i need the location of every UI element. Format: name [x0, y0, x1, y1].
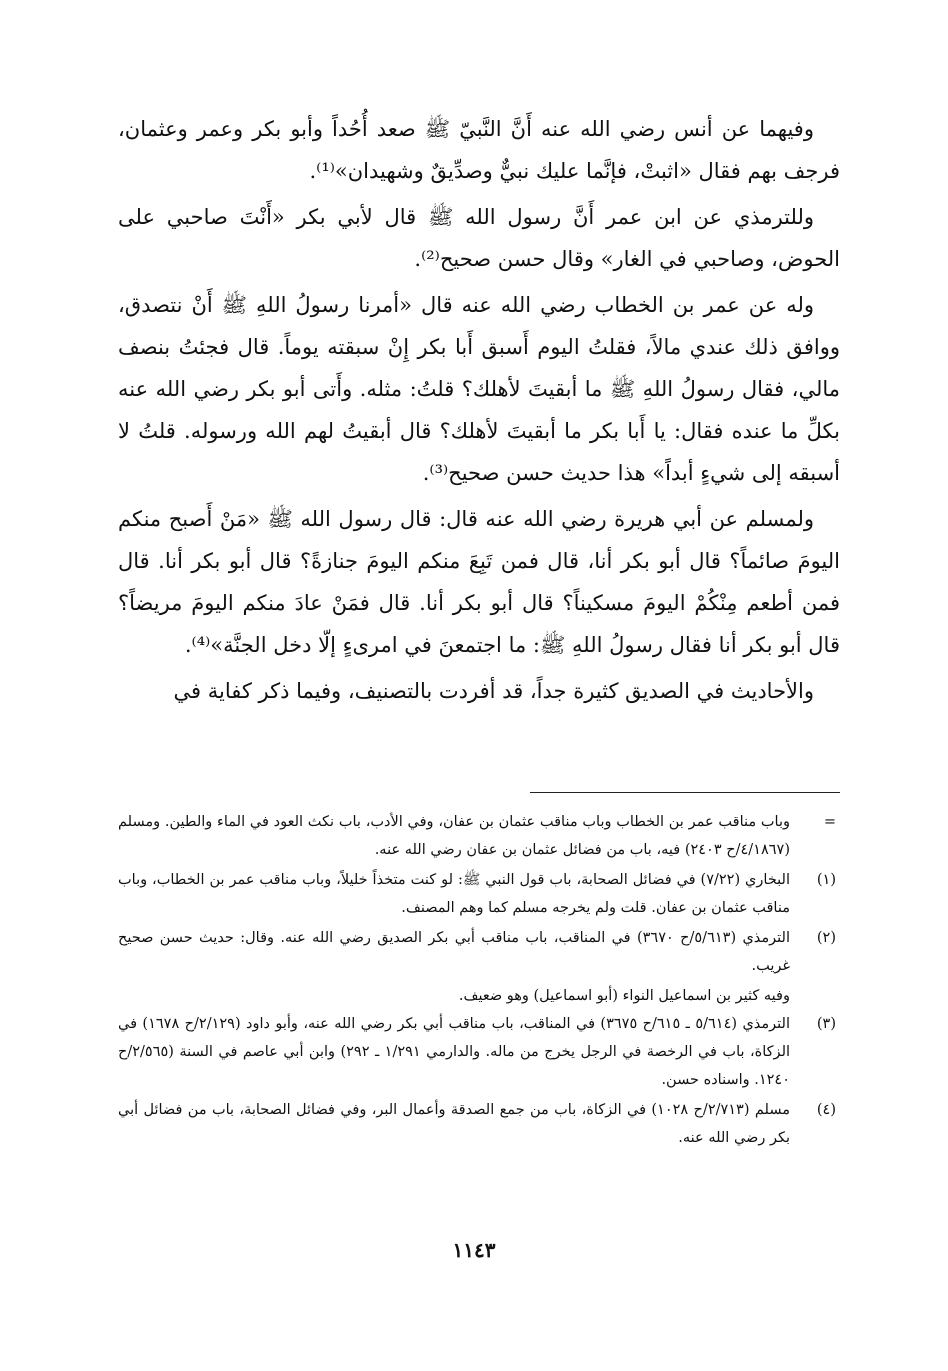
- footnote-1: [118, 866, 836, 922]
- footnote-separator: [530, 792, 840, 793]
- footnote-text: الترمذي (٥/٦١٣/ح ٣٦٧٠) في المناقب، باب مناقب أبي بكر الصديق رضي الله عنه. وقال: حديث حسن صحيح غريب.: [118, 930, 790, 974]
- main-text: [118, 108, 840, 716]
- page-number: ١١٤٣: [452, 1238, 496, 1262]
- footnote-2: [118, 924, 836, 980]
- paragraph-3: وله عن عمر بن الخطاب رضي الله عنه قال «أمرنا رسولُ اللهِ ﷺ أَنْ نتصدق، ووافق ذلك عندي مالاً، فقلتُ اليوم أَسبق أَبا بكر إِنْ سبقته يوماً. قال فجئتُ بنصف مالي، فقال رسولُ اللهِ ﷺ ما أبقيتَ لأهلك؟ قلتُ: مثله. وأَتى أبو بكر رضي الله عنه بكلِّ ما عنده فقال: يا أَبا بكر ما أبقيتَ لأهلك؟ قال أبقيتُ لهم الله ورسوله. قلتُ لا أسبقه إلى شيءٍ أبداً» هذا حديث حسن صحيح⁽³⁾.: [118, 293, 840, 485]
- footnote-number: (٢): [816, 930, 836, 946]
- footnotes: [118, 808, 836, 1154]
- footnote-number: (١): [816, 872, 836, 888]
- paragraph-4: ولمسلم عن أبي هريرة رضي الله عنه قال: قال رسول الله ﷺ «مَنْ أَصبح منكم اليومَ صائماً؟ قال أبو بكر أنا، قال فمن تَبِعَ منكم اليومَ جنازةً؟ قال أبو بكر أنا. قال فمن أطعم مِنْكُمْ اليومَ مسكيناً؟ قال أبو بكر أنا. قال فمَنْ عادَ منكم اليومَ مريضاً؟ قال أبو بكر أنا فقال رسولُ اللهِ ﷺ: ما اجتمعنَ في امرىءٍ إلّا دخل الجنَّة»⁽⁴⁾.: [118, 507, 840, 657]
- paragraph-5: والأحاديث في الصديق كثيرة جداً، قد أفردت بالتصنيف، وفيما ذكر كفاية في: [173, 679, 814, 703]
- footnote-2-note: وفيه كثير بن اسماعيل النواء (أبو اسماعيل) وهو ضعيف.: [458, 988, 790, 1004]
- footnote-text: الترمذي (٥/٦١٤ ـ ٦١٥/ح ٣٦٧٥) في المناقب، باب مناقب أبي بكر رضي الله عنه، وأبو داود (٢/١٢٩/ح ١٦٧٨) في الزكاة، باب في الرخصة في الرجل يخرج من ماله. والدارمي ١/٢٩١ ـ ٢٩٢) وابن أبي عاصم في السنة (٢/٥٦٥/ح ١٢٤٠. واسناده حسن.: [118, 1016, 791, 1088]
- footnote-text: وباب مناقب عمر بن الخطاب وباب مناقب عثمان بن عفان، وفي الأدب، باب نكث العود في الماء والطين. ومسلم (٤/١٨٦٧/ح ٢٤٠٣) فيه، باب من فضائل عثمان بن عفان رضي الله عنه.: [118, 814, 790, 858]
- footnote-3: [118, 1010, 836, 1094]
- footnote-4: [118, 1096, 836, 1152]
- footnote-number: (٤): [816, 1102, 836, 1118]
- footnote-text: مسلم (٢/٧١٣/ح ١٠٢٨) في الزكاة، باب من جمع الصدقة وأعمال البر، وفي فضائل الصحابة، باب من فضائل أبي بكر رضي الله عنه.: [118, 1102, 791, 1146]
- footnote-marker: =: [823, 814, 836, 830]
- paragraph-2: وللترمذي عن ابن عمر أَنَّ رسول الله ﷺ قال لأبي بكر «أَنْتَ صاحبي على الحوض، وصاحبي في الغار» وقال حسن صحيح⁽²⁾.: [118, 205, 840, 271]
- footnote-continuation: [118, 808, 836, 864]
- paragraph-1: وفيهما عن أنس رضي الله عنه أَنَّ النَّبيّ ﷺ صعد أُحُداً وأبو بكر وعمر وعثمان، فرجف بهم فقال «اثبتْ، فإنَّما عليك نبيٌّ وصدِّيقٌ وشهيدان»⁽¹⁾.: [118, 117, 840, 183]
- footnote-number: (٣): [816, 1016, 836, 1032]
- footnote-text: البخاري (٧/٢٢) في فضائل الصحابة، باب قول النبي ﷺ: لو كنت متخذاً خليلاً، وباب مناقب عمر بن الخطاب، وباب مناقب عثمان بن عفان. قلت ولم يخرجه مسلم كما وهم المصنف.: [118, 872, 791, 916]
